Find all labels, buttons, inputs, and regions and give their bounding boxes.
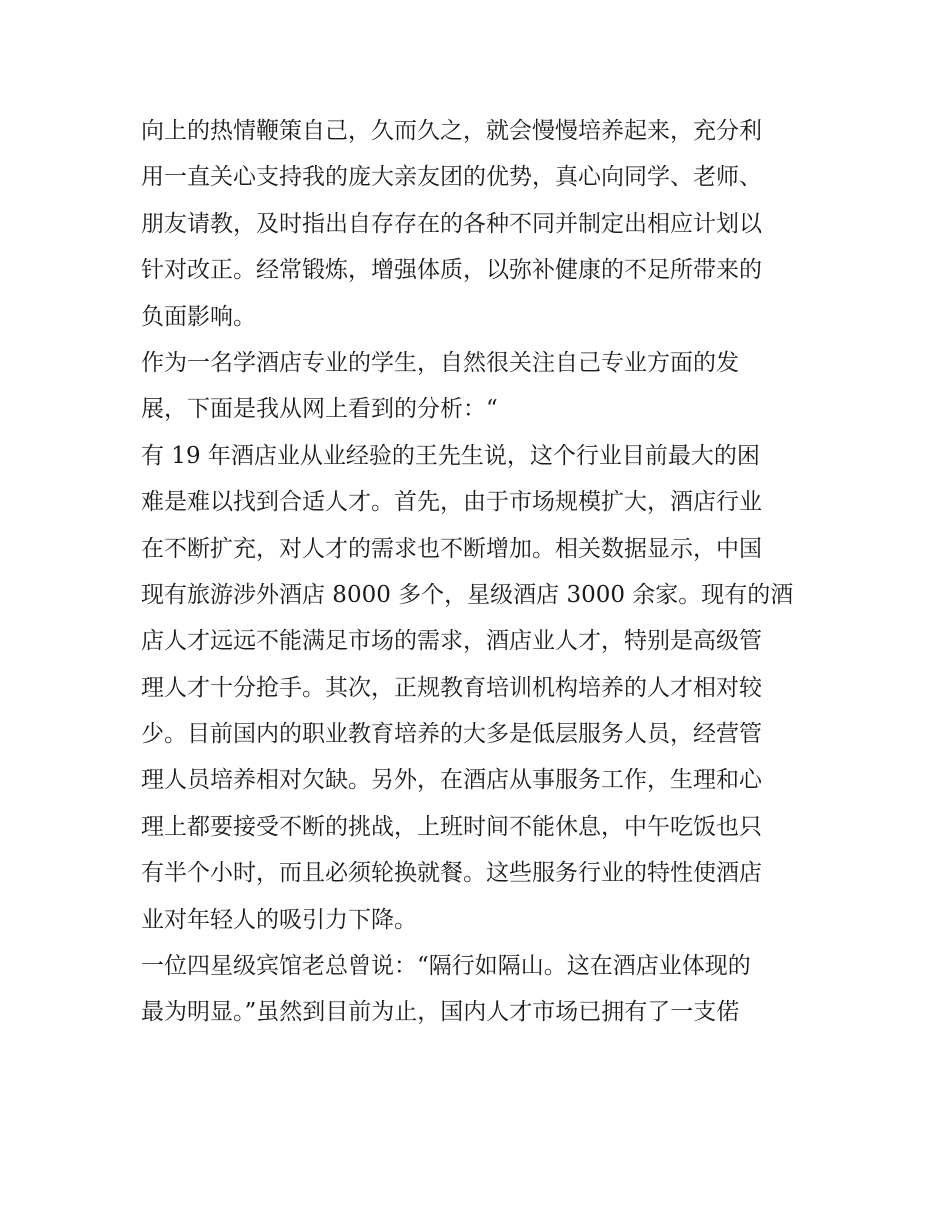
text-line: 业对年轻人的吸引力下降。 <box>141 906 417 933</box>
text-line: 针对改正。经常锻炼，增强体质，以弥补健康的不足所带来的 <box>141 257 762 284</box>
text-line: 展，下面是我从网上看到的分析：“ <box>141 396 498 423</box>
text-line: 难是难以找到合适人才。首先，由于市场规模扩大，酒店行业 <box>141 489 762 516</box>
text-line: 向上的热情鞭策自己，久而久之，就会慢慢培养起来，充分利 <box>141 118 762 144</box>
text-line: 有 19 年酒店业从业经验的王先生说，这个行业目前最大的困 <box>141 442 760 469</box>
text-line: 朋友请教，及时指出自存存在的各种不同并制定出相应计划以 <box>141 210 762 237</box>
text-line: 一位四星级宾馆老总曾说：“隔行如隔山。这在酒店业体现的 <box>141 953 751 980</box>
text-line: 少。目前国内的职业教育培养的大多是低层服务人员，经营管 <box>141 721 762 748</box>
text-line: 作为一名学酒店专业的学生，自然很关注自己专业方面的发 <box>141 349 739 376</box>
text-line: 最为明显。”虽然到目前为止，国内人才市场已拥有了一支偌 <box>141 999 740 1026</box>
text-line: 用一直关心支持我的庞大亲友团的优势，真心向同学、老师、 <box>141 164 762 191</box>
text-line: 理人员培养相对欠缺。另外，在酒店从事服务工作，生理和心 <box>141 767 762 794</box>
text-line: 负面影响。 <box>141 303 256 330</box>
text-line: 现有旅游涉外酒店 8000 多个，星级酒店 3000 余家。现有的酒 <box>141 581 794 608</box>
text-line: 在不断扩充，对人才的需求也不断增加。相关数据显示，中国 <box>141 535 762 562</box>
text-line: 店人才远远不能满足市场的需求，酒店业人才，特别是高级管 <box>141 628 762 655</box>
text-line: 有半个小时，而且必须轮换就餐。这些服务行业的特性使酒店 <box>141 860 762 887</box>
text-line: 理人才十分抢手。其次，正规教育培训机构培养的人才相对较 <box>141 674 762 701</box>
body-text <box>141 108 821 1036</box>
text-line: 理上都要接受不断的挑战，上班时间不能休息，中午吃饭也只 <box>141 813 762 840</box>
